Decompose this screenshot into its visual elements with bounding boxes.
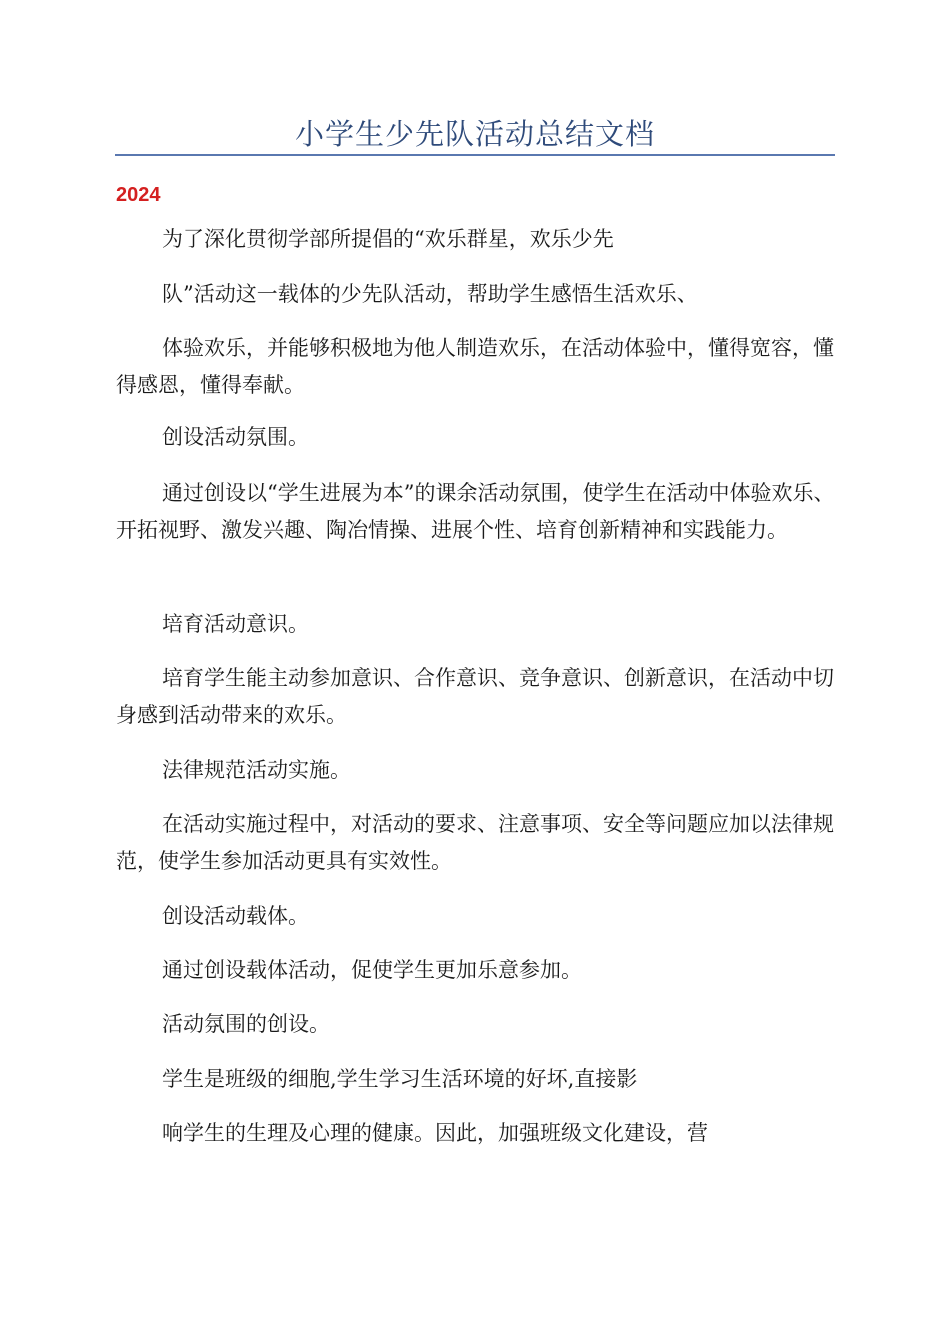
paragraph: 通过创设以“学生进展为本”的课余活动氛围，使学生在活动中体验欢乐、开拓视野、激发兴趣、陶冶情操、进展个性、培育创新精神和实践能力。 [116,481,835,542]
paragraph: 响学生的生理及心理的健康。因此，加强班级文化建设，营 [162,1121,708,1145]
paragraph: 培育活动意识。 [162,612,309,636]
paragraph: 法律规范活动实施。 [162,758,351,782]
paragraph: 创设活动载体。 [162,904,309,928]
paragraph: 队”活动这一载体的少先队活动，帮助学生感悟生活欢乐、 [162,282,698,306]
paragraph: 体验欢乐，并能够积极地为他人制造欢乐，在活动体验中，懂得宽容，懂得感恩，懂得奉献。 [116,336,834,397]
paragraph: 学生是班级的细胞,学生学习生活环境的好坏,直接影 [162,1067,638,1091]
paragraph: 活动氛围的创设。 [162,1012,330,1036]
paragraph: 创设活动氛围。 [162,425,309,449]
year-label: 2024 [116,184,161,206]
document-title: 小学生少先队活动总结文档 [294,117,655,151]
title-underline [115,154,835,156]
paragraph: 培育学生能主动参加意识、合作意识、竞争意识、创新意识，在活动中切身感到活动带来的欢乐。 [116,666,834,727]
paragraph: 通过创设载体活动，促使学生更加乐意参加。 [162,958,582,982]
paragraph: 为了深化贯彻学部所提倡的“欢乐群星，欢乐少先 [162,227,614,251]
paragraph: 在活动实施过程中，对活动的要求、注意事项、安全等问题应加以法律规范，使学生参加活动更具有实效性。 [116,812,834,873]
